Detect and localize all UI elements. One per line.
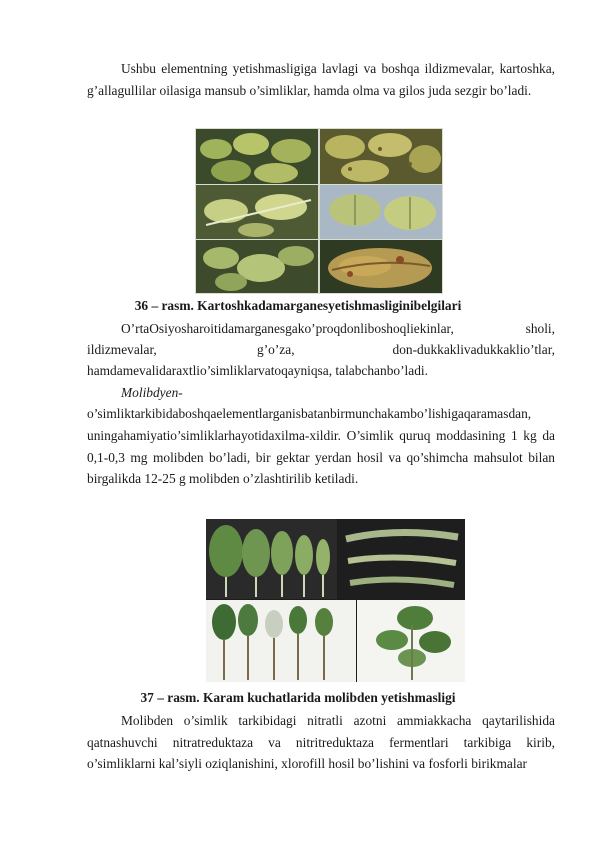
paragraph-2-line-1-end: sholi, (525, 321, 555, 336)
potato-leaf-necrosis-photo (320, 240, 442, 293)
figure-36-image (195, 128, 443, 294)
paragraph-3-line-2: o’simliktarkibidaboshqaelementlarganisbatanbirmunchakambo’lishigaqaramasdan, (87, 406, 532, 421)
cabbage-seedlings-white-photo (206, 600, 356, 682)
paragraph-2-line-2-middle: g’o’za, (257, 342, 295, 357)
paragraph-2-line-1-start: O’rtaOsiyosharoitidamarganesgako’proqdonliboshoqliekinlar, (121, 321, 454, 336)
potato-leaves-spotted-photo (320, 129, 442, 184)
paragraph-2-line-3: hamdamevalidaraxtlio’simliklarvatoqayniqsa, talabchanbo’ladi. (87, 363, 428, 378)
narrow-leaves-dark-photo (338, 519, 465, 599)
figure-37-caption: 37 – rasm. Karam kuchatlarida molibden yetishmasligi (140, 690, 456, 705)
figure-36-caption: 36 – rasm. Kartoshkadamarganesyetishmasliginibelgilari (134, 298, 462, 313)
cabbage-leaves-row-photo (206, 519, 337, 599)
paragraph-1: Ushbu elementning yetishmasligiga lavlagi va boshqa ildizmevalar, kartoshka, g’allagullilar oilasiga mansub o’simliklar, hamda olma va gilos juda sezgir bo’ladi. (87, 61, 555, 98)
potato-plant-top-photo (196, 240, 318, 293)
cabbage-plant-curled-photo (357, 600, 465, 682)
paragraph-2-line-2-start: ildizmevalar, (87, 342, 157, 357)
paragraph-4: Molibden o’simlik tarkibidagi nitratli azotni ammiakkacha qaytarilishida qatnashuvchi nitratreduktaza va nitritreduktaza fermentlari tarkibiga kirib, o’simliklarni kal’siyli oziqlanishini, xlorofill hosil bo’lishini va fosforli birikmalar (87, 713, 555, 771)
paragraph-3-rest: uningahamiyatio’simliklarhayotidaxilma-xildir. O’simlik quruq moddasining 1 kg da 0,1-0,3 mg molibden bo’ladi, bir gektar yerdan hosil va qo’shimcha mahsulot bilan birgalikda 12-25 g molibden o’zlashtirilib ketiladi. (87, 428, 555, 486)
figure-37-image (206, 519, 465, 682)
paragraph-2-line-2-end: don-dukkaklivadukkaklio’tlar, (392, 342, 555, 357)
potato-leaflet-chlorosis-photo (196, 185, 318, 239)
potato-leaves-healthy-photo (196, 129, 318, 184)
potato-leaf-interveinal-chlorosis-photo (320, 185, 442, 239)
paragraph-3-line-1: Molibdyen- (121, 385, 183, 400)
